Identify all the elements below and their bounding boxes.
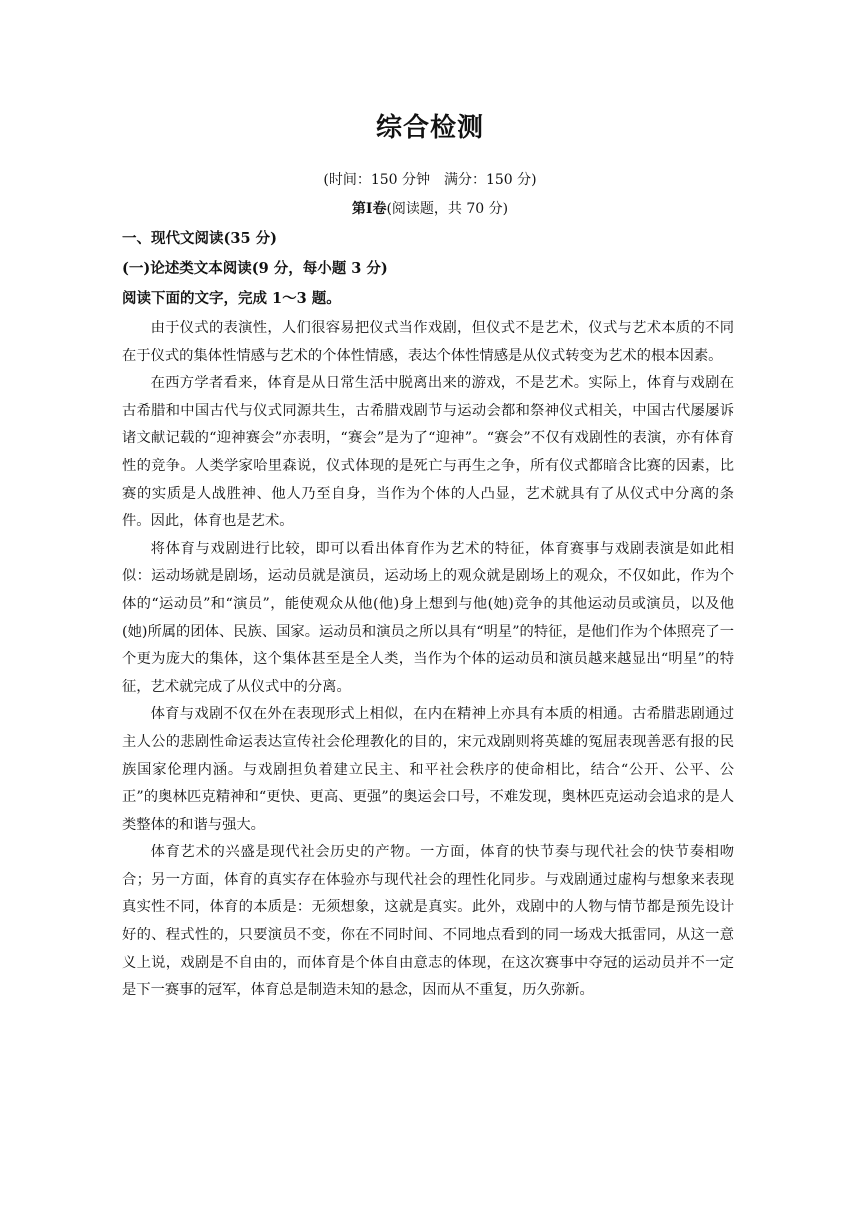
paragraph: 由于仪式的表演性，人们很容易把仪式当作戏剧，但仪式不是艺术，仪式与艺术本质的不同在于仪式的集体性情感与艺术的个体性情感，表达个体性情感是从仪式转变为艺术的根本因素。 [122, 320, 734, 364]
paragraph: 体育艺术的兴盛是现代社会历史的产物。一方面，体育的快节奏与现代社会的快节奏相吻合；另一方面，体育的真实存在体验亦与现代社会的理性化同步。与戏剧通过虚构与想象来表现真实性不同，体育的本质是：无须想象，这就是真实。此外，戏剧中的人物与情节都是预先设计好的、程式性的，只要演员不变，你在不同时间、不同地点看到的同一场戏大抵雷同，从这一意义上说，戏剧是不自由的，而体育是个体自由意志的体现，在这次赛事中夺冠的运动员并不一定是下一赛事的冠军，体育总是制造未知的悬念，因而从不重复，历久弥新。 [122, 844, 734, 999]
paragraph: 将体育与戏剧进行比较，即可以看出体育作为艺术的特征，体育赛事与戏剧表演是如此相似：运动场就是剧场，运动员就是演员，运动场上的观众就是剧场上的观众，不仅如此，作为个体的“运动员”和“演员”，能使观众从他(他)身上想到与他(她)竞争的其他运动员或演员，以及他(她)所属的团体、民族、国家。运动员和演员之所以具有“明星”的特征，是他们作为个体照亮了一个更为庞大的集体，这个集体甚至是全人类，当作为个体的运动员和演员越来越显出“明星”的特征，艺术就完成了从仪式中的分离。 [122, 540, 734, 695]
time-info: (时间：150 分钟 满分：150 分) [323, 172, 537, 188]
reading-instruction: 阅读下面的文字，完成 1～3 题。 [122, 290, 341, 307]
volume-header [0, 199, 860, 219]
section-label: 一、现代文阅读 [122, 230, 224, 247]
subsection-heading [122, 259, 388, 279]
paragraph: 体育与戏剧不仅在外在表现形式上相似，在内在精神上亦具有本质的相通。古希腊悲剧通过主人公的悲剧性命运表达宣传社会伦理教化的目的，宋元戏剧则将英雄的冤屈表现善恶有报的民族国家伦理内涵。与戏剧担负着建立民主、和平社会秩序的使命相比，结合“公开、公平、公正”的奥林匹克精神和“更快、更高、更强”的奥运会口号，不难发现，奥林匹克运动会追求的是人类整体的和谐与强大。 [122, 706, 734, 833]
reading-passage [122, 315, 734, 1005]
subsection-label: (一)论述类文本阅读 [122, 260, 252, 277]
volume-info: (阅读题，共 70 分) [386, 201, 509, 217]
section-score: (35 分) [223, 230, 277, 247]
page-title: 综合检测 [375, 113, 484, 143]
section-heading [122, 229, 277, 249]
volume-label: 第Ⅰ卷 [351, 201, 387, 217]
subsection-score: (9 分，每小题 3 分) [251, 260, 388, 277]
paragraph: 在西方学者看来，体育是从日常生活中脱离出来的游戏，不是艺术。实际上，体育与戏剧在古希腊和中国古代与仪式同源共生，古希腊戏剧节与运动会都和祭神仪式相关，中国古代屡屡诉诸文献记载的“迎神赛会”亦表明，“赛会”是为了“迎神”。“赛会”不仅有戏剧性的表演，亦有体育性的竞争。人类学家哈里森说，仪式体现的是死亡与再生之争，所有仪式都暗含比赛的因素，比赛的实质是人战胜神、他人乃至自身，当作为个体的人凸显，艺术就具有了从仪式中分离的条件。因此，体育也是艺术。 [122, 375, 734, 530]
